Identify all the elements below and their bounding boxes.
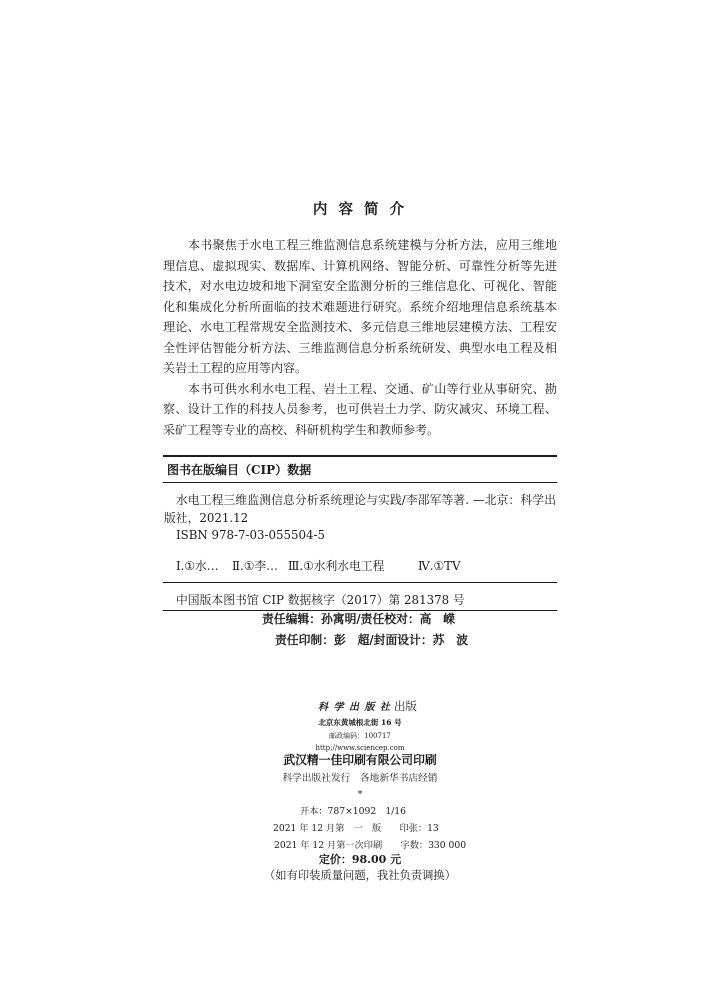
- paragraph-line: 技术，对水电边坡和地下洞室安全监测分析的三维信息化、可视化、智能: [163, 279, 557, 293]
- cip-header: 图书在版编目（CIP）数据: [167, 463, 312, 477]
- cip-rule: [163, 582, 557, 583]
- cip-top-rule: [163, 455, 557, 457]
- edition-info: 2021 年 12 月第 一 版 印张：13: [273, 823, 439, 834]
- classification-item: Ⅰ.①水…: [176, 559, 219, 573]
- classification-item: Ⅱ.①李…: [232, 559, 278, 573]
- printing-info: 2021 年 12 月第一次印刷 字数：330 000: [274, 840, 467, 851]
- classification-item: Ⅲ.①水利水电工程: [288, 559, 385, 573]
- printer-name: 武汉精一佳印刷有限公司印刷: [283, 753, 437, 767]
- publisher-address: 北京东黄城根北街 16 号: [318, 718, 402, 727]
- publisher-website: http://www.sciencep.com: [315, 744, 405, 752]
- paragraph-line: 本书可供水利水电工程、岩土工程、交通、矿山等行业从事研究、勘: [188, 382, 557, 396]
- separator-asterisk: *: [357, 789, 363, 800]
- paragraph-line: 理信息、虚拟现实、数据库、计算机网络、智能分析、可靠性分析等先进: [163, 259, 557, 273]
- production-credits: 责任印制：彭 超/封面设计：苏 波: [275, 633, 469, 647]
- paragraph-line: 化和集成化分析所面临的技术难题进行研究。系统介绍地理信息系统基本: [163, 300, 557, 314]
- classification-item: Ⅳ.①TV: [418, 559, 461, 573]
- paragraph-line: 理论、水电工程常规安全监测技术、多元信息三维地层建模方法、工程安: [163, 320, 557, 334]
- distribution-info: 科学出版社发行 各地新华书店经销: [282, 773, 438, 784]
- section-title: 内 容 简 介: [312, 201, 408, 218]
- cip-entry-line: 水电工程三维监测信息分析系统理论与实践/李邵军等著. —北京：科学出: [176, 493, 556, 507]
- paragraph-line: 采矿工程等专业的高校、科研机构学生和教师参考。: [163, 423, 440, 437]
- publisher-line: [318, 698, 417, 715]
- paragraph-line: 本书聚焦于水电工程三维监测信息系统建模与分析方法，应用三维地: [188, 238, 557, 252]
- postal-code: 邮政编码：100717: [329, 732, 391, 740]
- price: 定价：98.00 元: [318, 853, 402, 866]
- paragraph-line: 察、设计工作的科技人员参考，也可供岩土力学、防灾减灾、环境工程、: [163, 402, 557, 416]
- cip-entry-line: 版社，2021.12: [164, 511, 249, 525]
- paragraph-line: 全性评估智能分析方法、三维监测信息分析系统研发、典型水电工程及相: [163, 341, 557, 355]
- publisher-suffix: 出版: [393, 699, 417, 713]
- publisher-logo: 科 学 出 版 社: [318, 702, 391, 713]
- editor-credits: 责任编辑：孙寓明/责任校对：高 嵘: [262, 612, 456, 626]
- cip-bottom-rule: [163, 610, 557, 611]
- cip-record-number: 中国版本图书馆 CIP 数据核字（2017）第 281378 号: [176, 593, 465, 607]
- cip-header-rule: [163, 482, 557, 483]
- quality-notice: （如有印装质量问题，我社负责调换）: [263, 869, 457, 882]
- book-format: 开本：787×1092 1/16: [300, 806, 406, 817]
- paragraph-line: 关岩土工程的应用等内容。: [163, 361, 308, 375]
- cip-isbn: ISBN 978-7-03-055504-5: [176, 528, 325, 542]
